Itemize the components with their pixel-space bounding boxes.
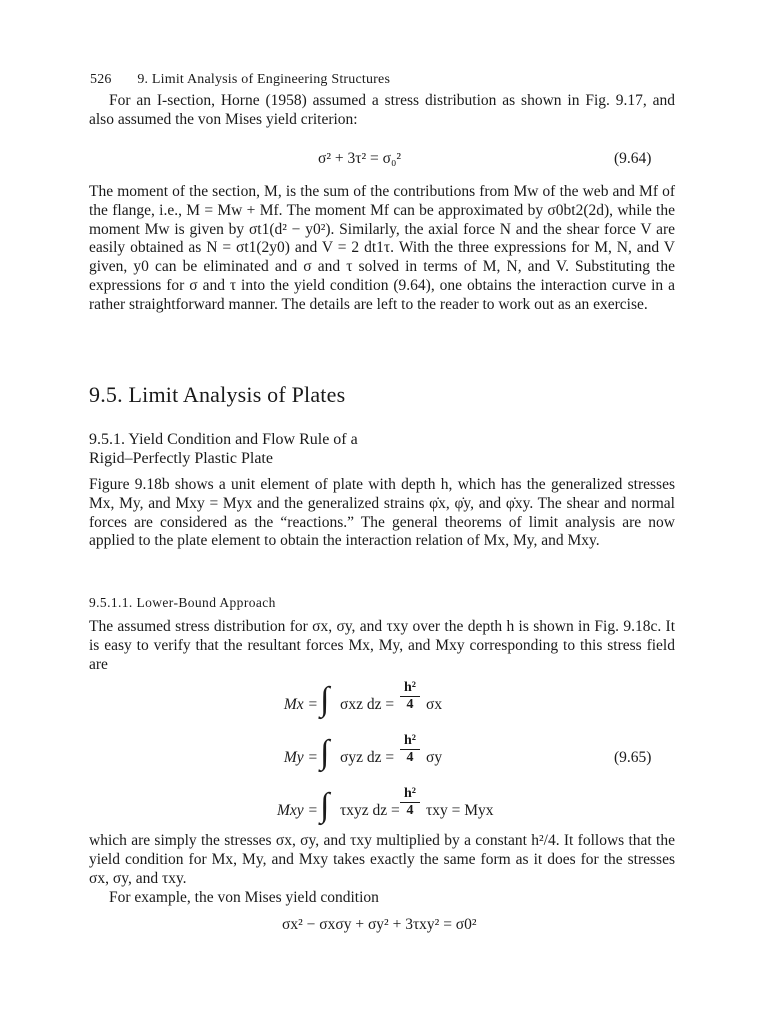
paragraph-stress-distribution: The assumed stress distribution for σx, σy, and τxy over the depth h is shown in Fig. 9.18c. It is easy to verify that the resultant forces Mx, My, and Mxy corresponding to this stress field are [89,618,675,673]
subsection-heading-line1: 9.5.1. Yield Condition and Flow Rule of a [89,431,358,448]
fraction-numerator: h² [400,680,420,697]
fraction [400,733,420,766]
equation-number-9-65: (9.65) [614,749,652,766]
fraction-numerator: h² [400,733,420,750]
paragraph-horne: For an I-section, Horne (1958) assumed a stress distribution as shown in Fig. 9.17, and also assumed the von Mises yield criterion: [89,92,675,128]
equation-integrand: τxyz dz = [340,802,400,819]
paragraph-example: For example, the von Mises yield condition [109,889,379,906]
equation-integrand: σxz dz = [340,696,395,713]
running-title: 9. Limit Analysis of Engineering Structures [137,72,391,87]
fraction-denominator: 4 [406,697,414,712]
fraction [400,680,420,713]
page-number: 526 [90,72,112,87]
fraction-numerator: h² [400,786,420,803]
integral-sign: ∫ [320,787,330,824]
integral-sign: ∫ [320,681,330,718]
fraction-denominator: 4 [406,803,414,818]
subsubsection-heading: 9.5.1.1. Lower-Bound Approach [89,595,276,610]
paragraph-constant-h2: which are simply the stresses σx, σy, and τxy multiplied by a constant h²/4. It follows that the yield condition for Mx, My, and Mxy takes exactly the same form as it does for the stresses σx, σy, and τxy. [89,832,675,887]
paragraph-plate-element: Figure 9.18b shows a unit element of plate with depth h, which has the generalized stresses Mx, My, and Mxy = Myx and the generalized strains φ̇x, φ̇y, and φ̇xy. The shear and normal forces are considered as the “reactions.” The general theorems of limit analysis are now applied to the plate element to obtain the interaction relation of Mx, My, and Mxy. [89,476,675,550]
equation-rhs: σx [426,696,443,713]
equation-lhs: Mx = [283,696,318,713]
fraction [400,786,420,819]
equation-integrand: σyz dz = [340,749,395,766]
equation-9-64: σ² + 3τ² = σ₀² [318,150,402,167]
subsection-heading [89,430,358,468]
section-heading: 9.5. Limit Analysis of Plates [89,382,346,407]
equation-von-mises: σx² − σxσy + σy² + 3τxy² = σ0² [282,916,477,933]
paragraph-moment-of-section: The moment of the section, M, is the sum of the contributions from Mw of the web and Mf of the flange, i.e., M = Mw + Mf. The moment Mf can be approximated by σ0bt2(2d), while the moment Mw is given by σt1(d² − y0²). Similarly, the axial force N and the shear force V are easily obtained as N = σt1(2y0) and V = 2 dt1τ. With the three expressions for M, N, and V given, y0 can be eliminated and σ and τ solved in terms of M, N, and V. Substituting the expressions for σ and τ into the yield condition (9.64), one obtains the interaction curve in a rather straightforward manner. The details are left to the reader to work out as an exercise. [89,183,675,313]
equation-rhs: τxy = Myx [426,802,494,819]
running-header [90,72,390,88]
equation-number-9-64: (9.64) [614,150,652,167]
equation-lhs: Mxy = [276,802,318,819]
fraction-denominator: 4 [406,750,414,765]
integral-sign: ∫ [320,734,330,771]
equation-rhs: σy [426,749,443,766]
equation-lhs: My = [283,749,318,766]
subsection-heading-line2: Rigid–Perfectly Plastic Plate [89,450,273,467]
